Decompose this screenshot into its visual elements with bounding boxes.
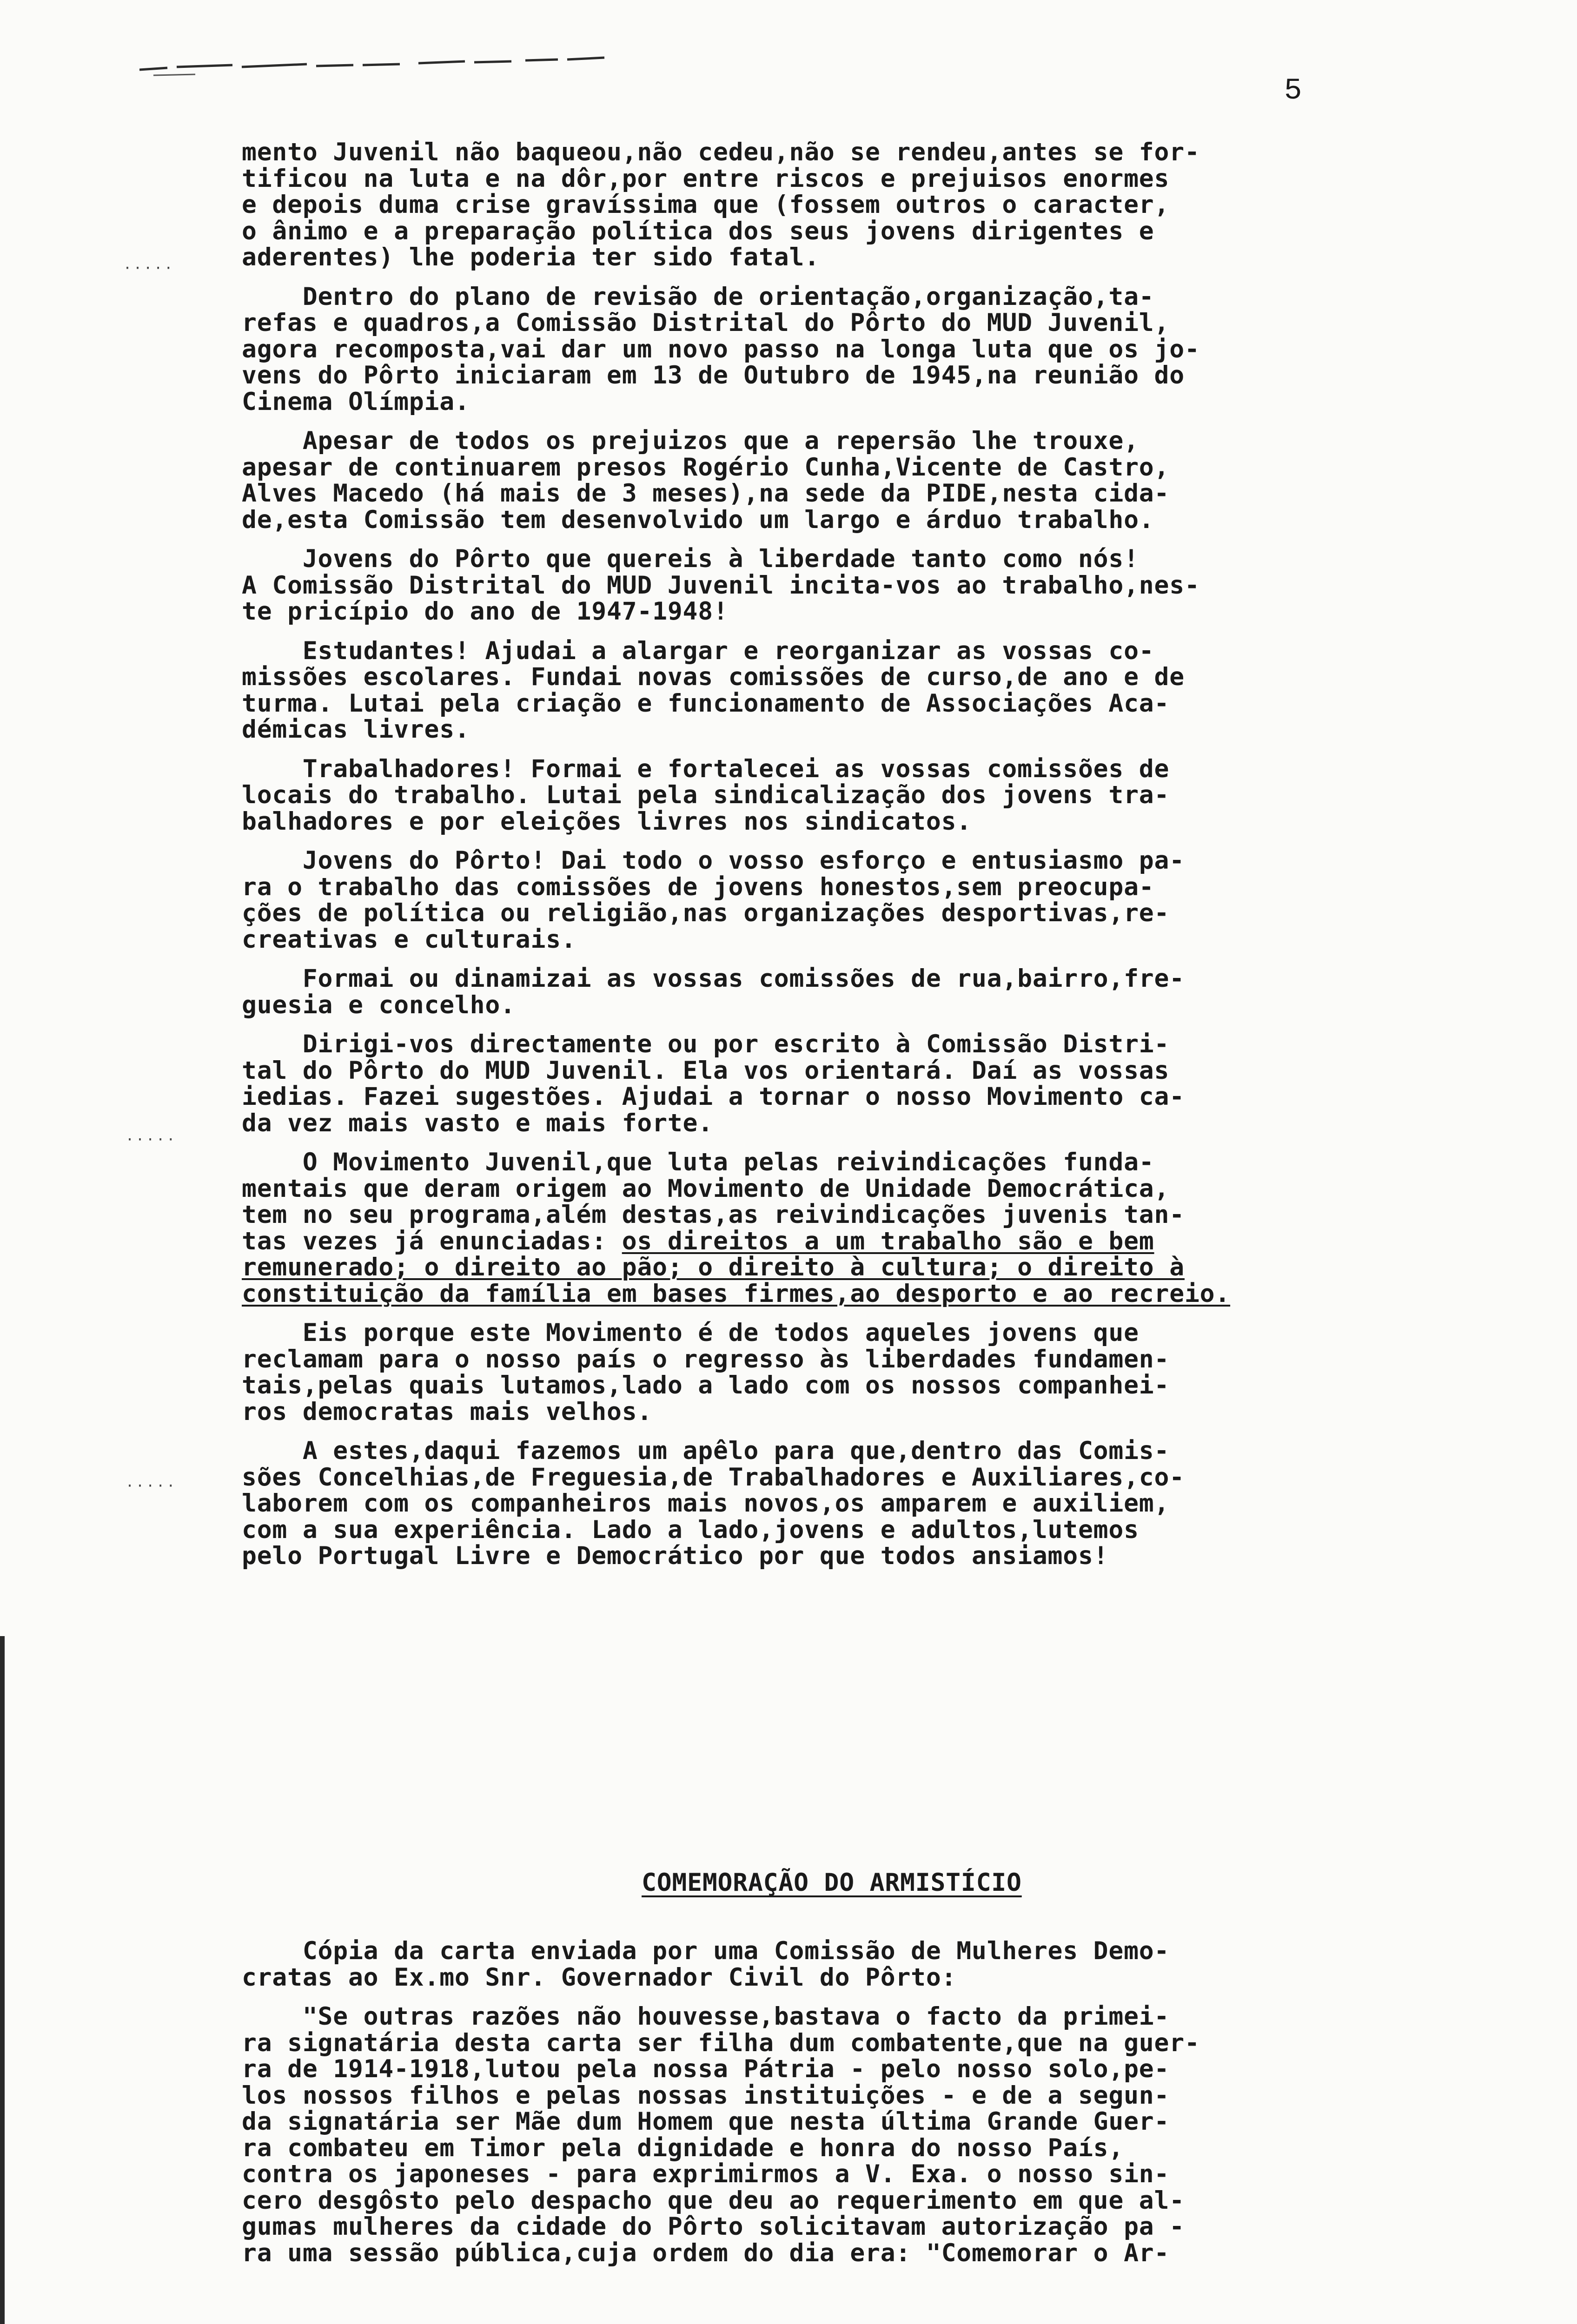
text-line: da vez mais vasto e mais forte. (242, 1109, 713, 1137)
text-line: Apesar de todos os prejuizos que a repersão lhe trouxe, (242, 427, 1139, 455)
text-line: locais do trabalho. Lutai pela sindicalização dos jovens tra- (242, 781, 1170, 809)
text-line: constituição da família em bases firmes,ao desporto e ao recreio. (242, 1279, 1231, 1308)
margin-mark: ····· (123, 260, 175, 277)
text-line: refas e quadros,a Comissão Distrital do Pôrto do MUD Juvenil, (242, 309, 1170, 337)
text-line: e depois duma crise gravíssima que (fossem outros o caracter, (242, 191, 1170, 219)
text-line: démicas livres. (242, 715, 470, 744)
letter-block (242, 1938, 1455, 2279)
text-line: te pricípio do ano de 1947-1948! (242, 597, 729, 626)
text-line: de,esta Comissão tem desenvolvido um largo e árduo trabalho. (242, 505, 1154, 534)
text-line: los nossos filhos e pelas nossas instituições - e de a segun- (242, 2081, 1170, 2110)
text-line: agora recomposta,vai dar um novo passo na longa luta que os jo- (242, 335, 1200, 363)
paragraph (242, 638, 1455, 743)
text-line: reclamam para o nosso país o regresso às liberdades fundamen- (242, 1345, 1170, 1373)
paragraph (242, 284, 1455, 416)
text-line: apesar de continuarem presos Rogério Cunha,Vicente de Castro, (242, 453, 1170, 482)
text-line: Estudantes! Ajudai a alargar e reorganizar as vossas co- (242, 636, 1154, 665)
text-line: ros democratas mais velhos. (242, 1397, 653, 1426)
text-line: missões escolares. Fundai novas comissões de curso,de ano e de (242, 663, 1185, 691)
text-line: tais,pelas quais lutamos,lado a lado com os nossos companhei- (242, 1371, 1170, 1400)
text-line: turma. Lutai pela criação e funcionamento de Associações Aca- (242, 689, 1170, 718)
top-scratch-marks (139, 51, 632, 79)
paragraph (242, 1031, 1455, 1136)
text-line: Dentro do plano de revisão de orientação,organização,ta- (242, 282, 1154, 311)
text-line: pelo Portugal Livre e Democrático por que todos ansiamos! (242, 1542, 1109, 1570)
text-line: tificou na luta e na dôr,por entre riscos e prejuisos enormes (242, 164, 1170, 193)
text-line: ra de 1914-1918,lutou pela nossa Pátria - pelo nosso solo,pe- (242, 2055, 1170, 2083)
text-line: creativas e culturais. (242, 925, 576, 954)
paragraph (242, 848, 1455, 953)
letter-intro (242, 1938, 1455, 1991)
text-line: mentais que deram origem ao Movimento de Unidade Democrática, (242, 1174, 1170, 1203)
text-line: laborem com os companheiros mais novos,os amparem e auxiliem, (242, 1489, 1170, 1518)
text-line: Jovens do Pôrto que quereis à liberdade tanto como nós! (242, 545, 1139, 573)
text-line: sões Concelhias,de Freguesia,de Trabalhadores e Auxiliares,co- (242, 1463, 1185, 1492)
text-line: gumas mulheres da cidade do Pôrto solicitavam autorização pa - (242, 2212, 1185, 2241)
paragraph (242, 1320, 1455, 1425)
paragraph (242, 546, 1455, 625)
text-line: o ânimo e a preparação política dos seus jovens dirigentes e (242, 217, 1154, 245)
left-edge-rule (0, 1636, 5, 2324)
text-line: A Comissão Distrital do MUD Juvenil incita-vos ao trabalho,nes- (242, 571, 1200, 600)
text-line: O Movimento Juvenil,que luta pelas reivindicações funda- (242, 1148, 1154, 1176)
text-line: Trabalhadores! Formai e fortalecei as vossas comissões de (242, 754, 1170, 783)
margin-mark: ····· (126, 1132, 177, 1148)
text-line: mento Juvenil não baqueou,não cedeu,não se rendeu,antes se for- (242, 138, 1200, 166)
paragraph (242, 1149, 1455, 1307)
text-line: ra signatária desta carta ser filha dum combatente,que na guer- (242, 2028, 1200, 2057)
body-text (242, 139, 1455, 1583)
text-line: tem no seu programa,além destas,as reivindicações juvenis tan- (242, 1201, 1185, 1229)
text-line: Cinema Olímpia. (242, 387, 470, 416)
text-line: iedias. Fazei sugestões. Ajudai a tornar o nosso Movimento ca- (242, 1083, 1185, 1111)
text-line: ra uma sessão pública,cuja ordem do dia era: "Comemorar o Ar- (242, 2238, 1170, 2267)
text-line: Eis porque este Movimento é de todos aqueles jovens que (242, 1319, 1139, 1347)
text-line: Alves Macedo (há mais de 3 meses),na sede da PIDE,nesta cida- (242, 479, 1170, 508)
text-line: contra os japoneses - para exprimirmos a V. Exa. o nosso sin- (242, 2160, 1170, 2188)
text-line: remunerado; o direito ao pão; o direito à cultura; o direito à (242, 1253, 1185, 1281)
paragraph (242, 756, 1455, 835)
paragraph (242, 139, 1455, 271)
text-line: A estes,daqui fazemos um apêlo para que,dentro das Comis- (242, 1437, 1170, 1465)
text-line: tas vezes já enunciadas: os direitos a um trabalho são e bem (242, 1227, 1154, 1255)
text-line: ra o trabalho das comissões de jovens honestos,sem preocupa- (242, 872, 1154, 901)
letter-quote (242, 2004, 1455, 2266)
text-line: Dirigi-vos directamente ou por escrito à Comissão Distri- (242, 1030, 1170, 1058)
text-line: tal do Pôrto do MUD Juvenil. Ela vos orientará. Daí as vossas (242, 1056, 1170, 1085)
text-line: ções de política ou religião,nas organizações desportivas,re- (242, 899, 1170, 927)
text-line: "Se outras razões não houvesse,bastava o facto da primei- (242, 2002, 1170, 2031)
text-line: vens do Pôrto iniciaram em 13 de Outubro de 1945,na reunião do (242, 361, 1185, 390)
paragraph (242, 428, 1455, 533)
text-line: Jovens do Pôrto! Dai todo o vosso esforço e entusiasmo pa- (242, 846, 1185, 875)
text-line: balhadores e por eleições livres nos sindicatos. (242, 807, 972, 836)
text-line: guesia e concelho. (242, 990, 516, 1019)
paragraph (242, 1438, 1455, 1570)
paragraph (242, 966, 1455, 1018)
text-line: aderentes) lhe poderia ter sido fatal. (242, 243, 820, 271)
text-line: com a sua experiência. Lado a lado,jovens e adultos,lutemos (242, 1515, 1139, 1544)
page-number: 5 (1284, 74, 1302, 108)
section-heading: COMEMORAÇÃO DO ARMISTÍCIO (642, 1868, 1022, 1897)
text-line: Cópia da carta enviada por uma Comissão de Mulheres Demo- (242, 1937, 1170, 1965)
text-line: ra combateu em Timor pela dignidade e honra do nosso País, (242, 2133, 1124, 2162)
text-line: Formai ou dinamizai as vossas comissões de rua,bairro,fre- (242, 964, 1185, 993)
text-line: da signatária ser Mãe dum Homem que nesta última Grande Guer- (242, 2107, 1170, 2136)
text-line: cratas ao Ex.mo Snr. Governador Civil do Pôrto: (242, 1963, 957, 1992)
text-line: cero desgôsto pelo despacho que deu ao requerimento em que al- (242, 2186, 1185, 2215)
margin-mark: ····· (126, 1478, 177, 1494)
